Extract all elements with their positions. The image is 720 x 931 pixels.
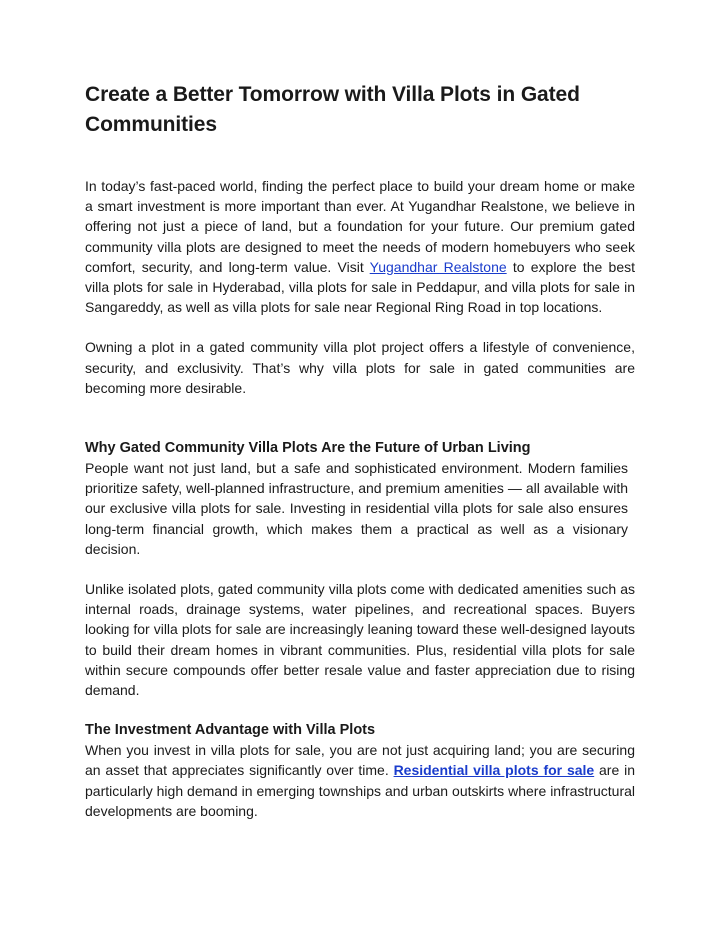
intro-text-before: In today’s fast-paced world, finding the perfect place to build your dream home or make a smart investment is more important than ever. At Yugandhar Realstone, we believe in offering not just a piece of land, but a foundation for your future. Our premium gated community villa plots are designed to meet the needs of modern homebuyers who seek comfort, security, and long-term value. Visit (85, 178, 635, 275)
yugandhar-realstone-link[interactable]: Yugandhar Realstone (369, 258, 507, 275)
section-heading-future: Why Gated Community Villa Plots Are the Future of Urban Living (85, 440, 531, 457)
investment-text-before: When you invest in villa plots for sale, you are not just acquiring land; you are securing an asset that appreciates significantly over time. (85, 742, 635, 779)
owning-paragraph: Owning a plot in a gated community villa plot project offers a lifestyle of convenience, security, and exclusivity. That’s why villa plots for sale in gated communities are becoming more desirable. (85, 339, 635, 396)
document-title: Create a Better Tomorrow with Villa Plots in Gated Communities (85, 83, 580, 136)
investment-paragraph (85, 740, 635, 821)
intro-text-after: to explore the best villa plots for sale in Hyderabad, villa plots for sale in Peddapur, and villa plots for sale in Sangareddy, as well as villa plots for sale near Regional Ring Road in top locations. (85, 258, 635, 316)
residential-villa-plots-link[interactable]: Residential villa plots for sale (393, 762, 595, 779)
intro-paragraph (85, 176, 635, 317)
section-future-paragraph-2: Unlike isolated plots, gated community villa plots come with dedicated amenities such as internal roads, drainage systems, water pipelines, and recreational spaces. Buyers looking for villa plots for sale are increasingly leaning toward these well-designed layouts to build their dream homes in vibrant communities. Plus, residential villa plots for sale within secure compounds offer better resale value and faster appreciation due to rising demand. (85, 581, 635, 699)
investment-text-after: are in particularly high demand in emerging townships and urban outskirts where infrastructural developments are booming. (85, 762, 635, 819)
section-future-paragraph-1: People want not just land, but a safe and sophisticated environment. Modern families prioritize safety, well-planned infrastructure, and premium amenities — all available with our exclusive villa plots for sale. Investing in residential villa plots for sale also ensures long-term financial growth, which makes them a practical as well as a visionary decision. (85, 460, 628, 557)
document-page (85, 80, 635, 821)
section-heading-investment: The Investment Advantage with Villa Plots (85, 722, 376, 739)
